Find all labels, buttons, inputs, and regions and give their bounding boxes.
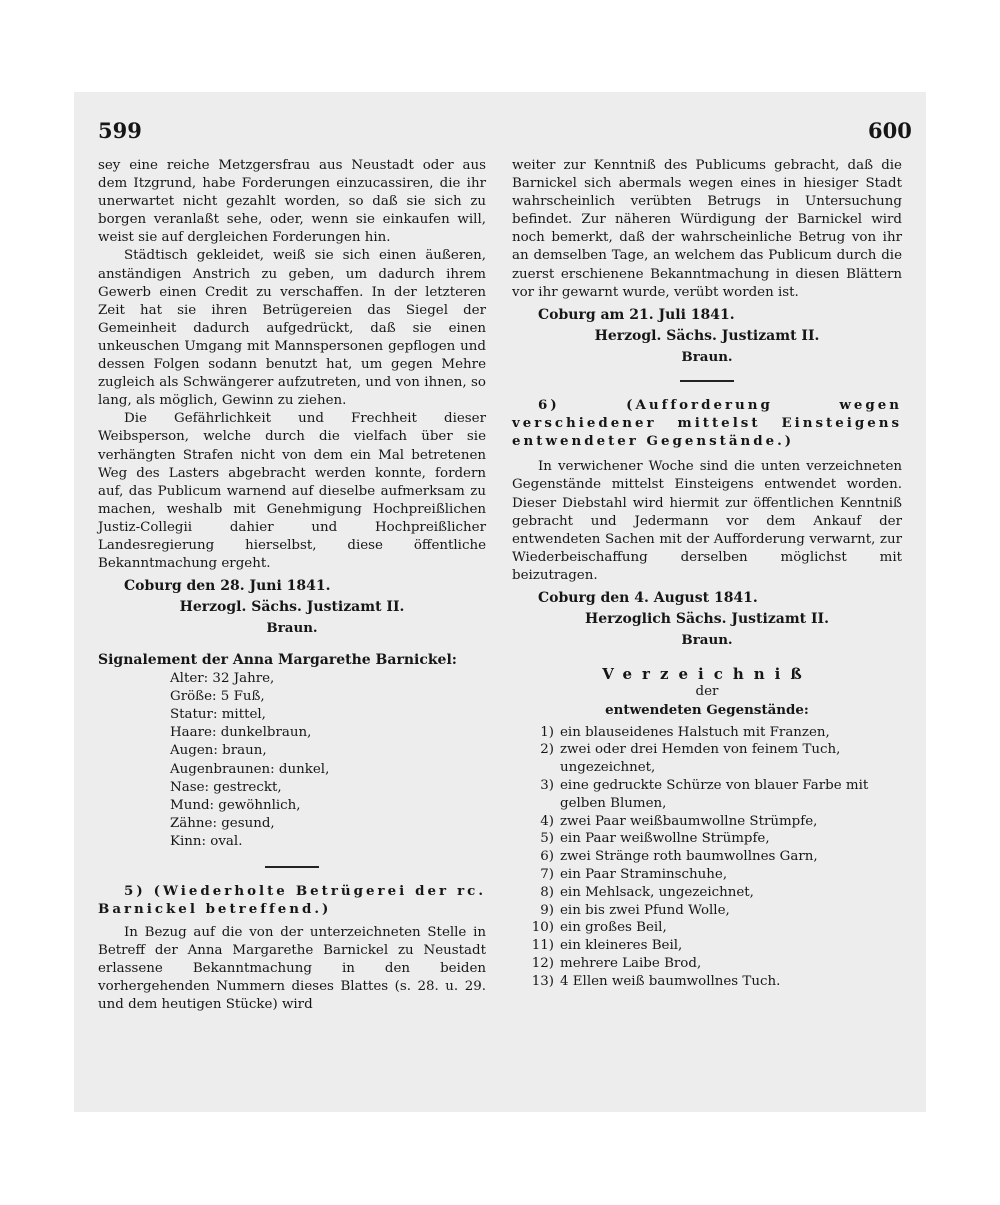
office-signature: Herzoglich Sächs. Justizamt II. [585, 611, 829, 628]
list-item [512, 902, 902, 920]
continued-paragraph: weiter zur Kenntniß des Publicums gebracht, daß die Barnickel sich abermals wegen eines in hiesiger Stadt wahrscheinlich verübten Betrugs in Untersuchung befindet. Zur näheren Würdigung der Barnickel wird noch bemerkt, daß der wahrscheinliche Betrug von ihr an demselben Tage, an welchem das Publicum durch die zuerst erschienene Bekanntmachung in diesen Blättern vor ihr gewarnt wurde, verübt worden ist. [512, 158, 902, 300]
item-text: zwei Stränge roth baumwollnes Garn, [560, 849, 818, 865]
list-item [512, 830, 902, 848]
signer-name: Braun. [266, 620, 318, 637]
signalement-item: Alter: 32 Jahre, [170, 670, 275, 686]
list-item [512, 813, 902, 831]
right-column [512, 157, 902, 990]
signer-name: Braun. [681, 632, 733, 649]
item-number: 9) [540, 902, 554, 918]
list-item [512, 724, 902, 742]
item-number: 11) [531, 938, 554, 954]
item-number: 1) [540, 724, 554, 740]
list-item [512, 777, 902, 813]
signalement-list [98, 670, 486, 852]
office-signature: Herzogl. Sächs. Justizamt II. [179, 599, 405, 616]
item-number: 10) [531, 920, 554, 936]
signalement-item: Kinn: oval. [170, 834, 243, 850]
signalement-item: Mund: gewöhnlich, [170, 797, 301, 813]
date-line: Coburg den 4. August 1841. [538, 589, 758, 606]
item-text: ein bis zwei Pfund Wolle, [560, 902, 730, 918]
signalement-item: Haare: dunkelbraun, [170, 725, 312, 741]
page-number-right: 600 [868, 118, 912, 143]
list-item [512, 919, 902, 937]
list-item [512, 848, 902, 866]
section-divider [265, 866, 319, 868]
item-number: 7) [540, 866, 554, 882]
item-text: eine gedruckte Schürze von blauer Farbe mit gelben Blumen, [560, 777, 869, 811]
item-number: 5) [540, 831, 554, 847]
item-text: ein großes Beil, [560, 920, 667, 936]
item-number: 13) [531, 973, 554, 989]
section-5-heading: 5) (Wiederholte Betrügerei der rc. Barnickel betreffend.) [98, 882, 486, 917]
item-text: ein Mehlsack, ungezeichnet, [560, 884, 754, 900]
list-item [512, 973, 902, 991]
section-divider [680, 380, 734, 382]
continued-paragraph: sey eine reiche Metzgersfrau aus Neustadt oder aus dem Itzgrund, habe Forderungen einzucassiren, die ihr unerwartet nicht gezahlt worden, so daß sie sich zu borgen veranlaßt sehe, oder, wenn sie einkaufen will, weist sie auf dergleichen Forderungen hin. [98, 158, 486, 246]
item-number: 12) [531, 955, 554, 971]
list-item [512, 937, 902, 955]
item-text: ein Paar weißwollne Strümpfe, [560, 831, 770, 847]
list-subtitle: entwendeten Gegenstände: [605, 702, 809, 719]
item-text: ein Paar Straminschuhe, [560, 866, 728, 882]
warning-paragraph: Die Gefährlichkeit und Frechheit dieser Weibsperson, welche durch die vielfach über sie verhängten Strafen nicht von dem ein Mal betretenen Weg des Lasters abgebracht werden konnte, fordern auf, das Publicum warnend auf dieselbe aufmerksam zu machen, weshalb mit Genehmigung Hochpreißlichen Justiz-Collegii dahier und Hochpreißlicher Landesregierung hierselbst, diese öffentliche Bekanntmachung ergeht. [98, 411, 486, 572]
list-title-der: der [695, 684, 719, 700]
list-item [512, 884, 902, 902]
item-text: zwei Paar weißbaumwollne Strümpfe, [560, 813, 818, 829]
signalement-item: Augenbraunen: dunkel, [170, 761, 330, 777]
item-number: 4) [540, 813, 554, 829]
item-text: ein kleineres Beil, [560, 938, 683, 954]
item-text: ein blauseidenes Halstuch mit Franzen, [560, 724, 830, 740]
item-number: 6) [540, 849, 554, 865]
item-number: 8) [540, 884, 554, 900]
list-item [512, 955, 902, 973]
signalement-title: Signalement der Anna Margarethe Barnickel: [98, 652, 457, 669]
date-line: Coburg den 28. Juni 1841. [124, 578, 331, 595]
list-item [512, 741, 902, 777]
section-5-text: In Bezug auf die von der unterzeichneten Stelle in Betreff der Anna Margarethe Barnickel zu Neustadt erlassene Bekanntmachung in den beiden vorhergehenden Nummern dieses Blattes (s. 28. u. 29. und dem heutigen Stücke) wird [98, 924, 486, 1013]
page-number-left: 599 [98, 118, 142, 143]
item-text: 4 Ellen weiß baumwollnes Tuch. [560, 973, 781, 989]
left-column [98, 157, 486, 1014]
item-number: 2) [540, 742, 554, 758]
description-paragraph: Städtisch gekleidet, weiß sie sich einen äußeren, anständigen Anstrich zu geben, um dadurch ihrem Gewerb einen Credit zu verschaffen. In der letzteren Zeit hat sie ihren Betrügereien das Siegel der Gemeinheit dadurch aufgedrückt, daß sie einen unkeuschen Umgang mit Mannspersonen gepflogen und dessen Folgen sodann benutzt hat, um gegen Mehre zugleich als Schwängerer aufzutreten, und von ihnen, so lang, als möglich, Gewinn zu ziehen. [98, 248, 486, 409]
item-number: 3) [540, 777, 554, 793]
item-text: mehrere Laibe Brod, [560, 955, 702, 971]
office-signature: Herzogl. Sächs. Justizamt II. [594, 327, 820, 344]
section-6-heading: 6) (Aufforderung wegen verschiedener mittelst Einsteigens entwendeter Gegenstände.) [512, 397, 902, 450]
signalement-item: Statur: mittel, [170, 706, 266, 722]
list-title: Verzeichniß [602, 665, 812, 684]
item-text: zwei oder drei Hemden von feinem Tuch, ungezeichnet, [560, 742, 841, 776]
signalement-item: Zähne: gesund, [170, 816, 275, 832]
date-line: Coburg am 21. Juli 1841. [538, 306, 735, 323]
signalement-item: Nase: gestreckt, [170, 779, 282, 795]
signalement-item: Größe: 5 Fuß, [170, 688, 265, 704]
signalement-item: Augen: braun, [170, 743, 267, 759]
list-item [512, 866, 902, 884]
section-6-text: In verwichener Woche sind die unten verzeichneten Gegenstände mittelst Einsteigens entwendet worden. Dieser Diebstahl wird hiermit zur öffentlichen Kenntniß gebracht und Jedermann vor dem Ankauf der entwendeten Sachen mit der Aufforderung verwarnt, zur Wiederbeischaffung derselben möglichst mit beizutragen. [512, 459, 902, 583]
signer-name: Braun. [681, 348, 733, 365]
stolen-items-list [512, 724, 902, 991]
